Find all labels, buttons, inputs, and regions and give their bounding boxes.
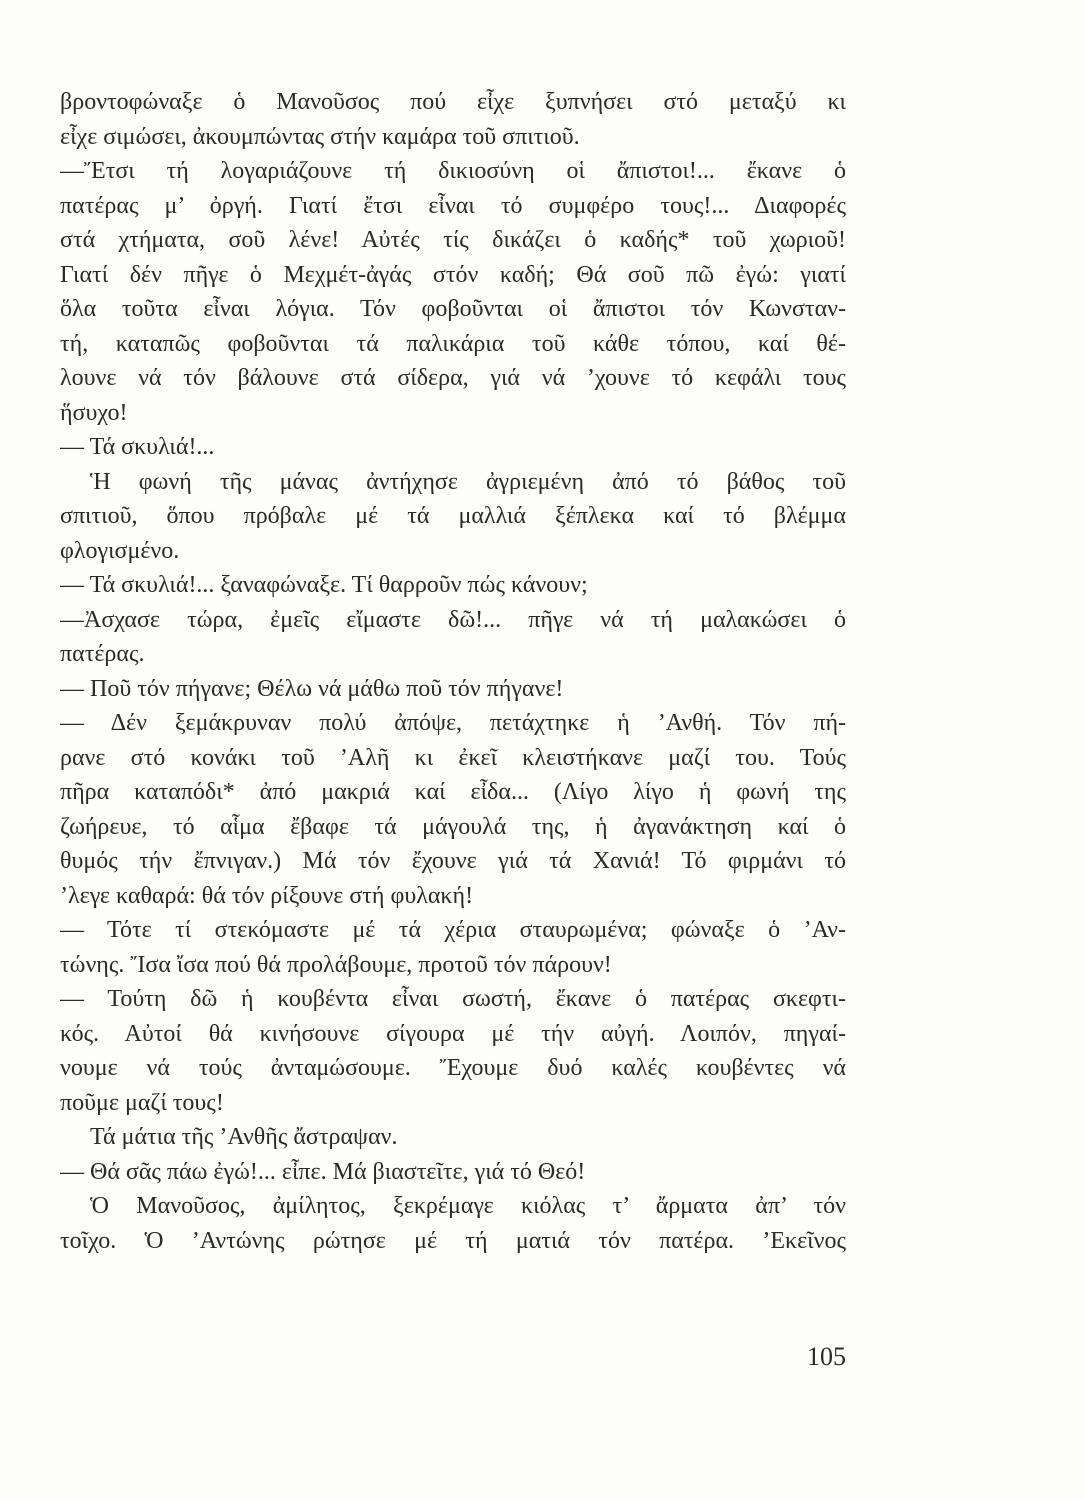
text-line: ζωήρευε, τό αἷμα ἔβαφε τά μάγουλά της, ἡ ἀγανάκτηση καί ὁ xyxy=(60,813,846,840)
text-line: ποῦμε μαζί τους! xyxy=(60,1089,224,1116)
text-line: — Θά σᾶς πάω ἐγώ!... εἶπε. Μά βιαστεῖτε, γιά τό Θεό! xyxy=(60,1158,586,1185)
text-line: Γιατί δέν πῆγε ὁ Μεχμέτ-ἀγάς στόν καδή; Θά σοῦ πῶ ἐγώ: γιατί xyxy=(60,261,846,288)
text-line: Ὁ Μανοῦσος, ἀμίλητος, ξεκρέμαγε κιόλας τ’ ἄρματα ἀπ’ τόν xyxy=(90,1193,846,1219)
text-line: εἶχε σιμώσει, ἀκουμπώντας στήν καμάρα τοῦ σπιτιοῦ. xyxy=(60,123,580,150)
text-line: ’λεγε καθαρά: θά τόν ρίξουνε στή φυλακή! xyxy=(60,882,474,909)
text-line: — Τότε τί στεκόμαστε μέ τά χέρια σταυρωμένα; φώναξε ὁ ’Αν- xyxy=(60,917,846,943)
text-line: —Ἀσχασε τώρα, ἐμεῖς εἴμαστε δῶ!... πῆγε νά τή μαλακώσει ὁ xyxy=(60,606,846,633)
text-line: βροντοφώναξε ὁ Μανοῦσος πού εἶχε ξυπνήσει στό μεταξύ κι xyxy=(60,89,846,115)
text-line: — Τούτη δῶ ἡ κουβέντα εἶναι σωστή, ἔκανε ὁ πατέρας σκεφτι- xyxy=(60,986,846,1012)
text-line: πατέρας μ’ ὀργή. Γιατί ἔτσι εἶναι τό συμφέρο τους!... Διαφορές xyxy=(60,192,846,219)
text-line: κός. Αὐτοί θά κινήσουνε σίγουρα μέ τήν αὐγή. Λοιπόν, πηγαί- xyxy=(60,1020,846,1047)
text-line: ὅλα τοῦτα εἶναι λόγια. Τόν φοβοῦνται οἱ ἄπιστοι τόν Κωνσταν- xyxy=(60,296,846,322)
text-line: νουμε νά τούς ἀνταμώσουμε. Ἔχουμε δυό καλές κουβέντες νά xyxy=(60,1055,846,1081)
text-line: σπιτιοῦ, ὅπου πρόβαλε μέ τά μαλλιά ξέπλεκα καί τό βλέμμα xyxy=(60,503,846,529)
text-line: στά χτήματα, σοῦ λένε! Αὐτές τίς δικάζει ὁ καδής* τοῦ χωριοῦ! xyxy=(60,227,846,253)
text-line: — Ποῦ τόν πήγανε; Θέλω νά μάθω ποῦ τόν πήγανε! xyxy=(60,675,564,702)
text-line: φλογισμένο. xyxy=(60,537,180,564)
text-line: —Ἔτσι τή λογαριάζουνε τή δικιοσύνη οἱ ἄπιστοι!... ἔκανε ὁ xyxy=(60,158,846,184)
text-line: τοῖχο. Ὁ ’Αντώνης ρώτησε μέ τή ματιά τόν πατέρα. ’Εκεῖνος xyxy=(60,1227,846,1254)
text-line: λουνε νά τόν βάλουνε στά σίδερα, γιά νά ’χουνε τό κεφάλι τους xyxy=(60,365,846,391)
text-line: — Τά σκυλιά!... xyxy=(60,434,215,460)
text-line: πατέρας. xyxy=(60,641,145,667)
body-text xyxy=(60,85,846,1258)
text-line: — Δέν ξεμάκρυναν πολύ ἀπόψε, πετάχτηκε ἡ ’Ανθή. Τόν πή- xyxy=(60,710,846,736)
text-line: Ἡ φωνή τῆς μάνας ἀντήχησε ἀγριεμένη ἀπό τό βάθος τοῦ xyxy=(90,468,846,495)
text-line: — Τά σκυλιά!... ξαναφώναξε. Τί θαρροῦν πώς κάνουν; xyxy=(60,572,588,598)
text-line: τή, καταπῶς φοβοῦνται τά παλικάρια τοῦ κάθε τόπου, καί θέ- xyxy=(60,330,846,357)
page-number: 105 xyxy=(807,1342,846,1371)
text-line: ἥσυχο! xyxy=(60,399,128,426)
text-line: θυμός τήν ἔπνιγαν.) Μά τόν ἔχουνε γιά τά Χανιά! Τό φιρμάνι τό xyxy=(60,848,846,874)
text-line: πῆρα καταπόδι* ἀπό μακριά καί εἶδα... (Λίγο λίγο ἡ φωνή της xyxy=(60,779,846,805)
text-line: τώνης. Ἴσα ἴσα πού θά προλάβουμε, προτοῦ τόν πάρουν! xyxy=(60,951,612,978)
text-line: Τά μάτια τῆς ’Ανθῆς ἄστραψαν. xyxy=(90,1124,398,1150)
text-line: ρανε στό κονάκι τοῦ ’Αλῆ κι ἐκεῖ κλειστήκανε μαζί του. Τούς xyxy=(60,744,846,771)
